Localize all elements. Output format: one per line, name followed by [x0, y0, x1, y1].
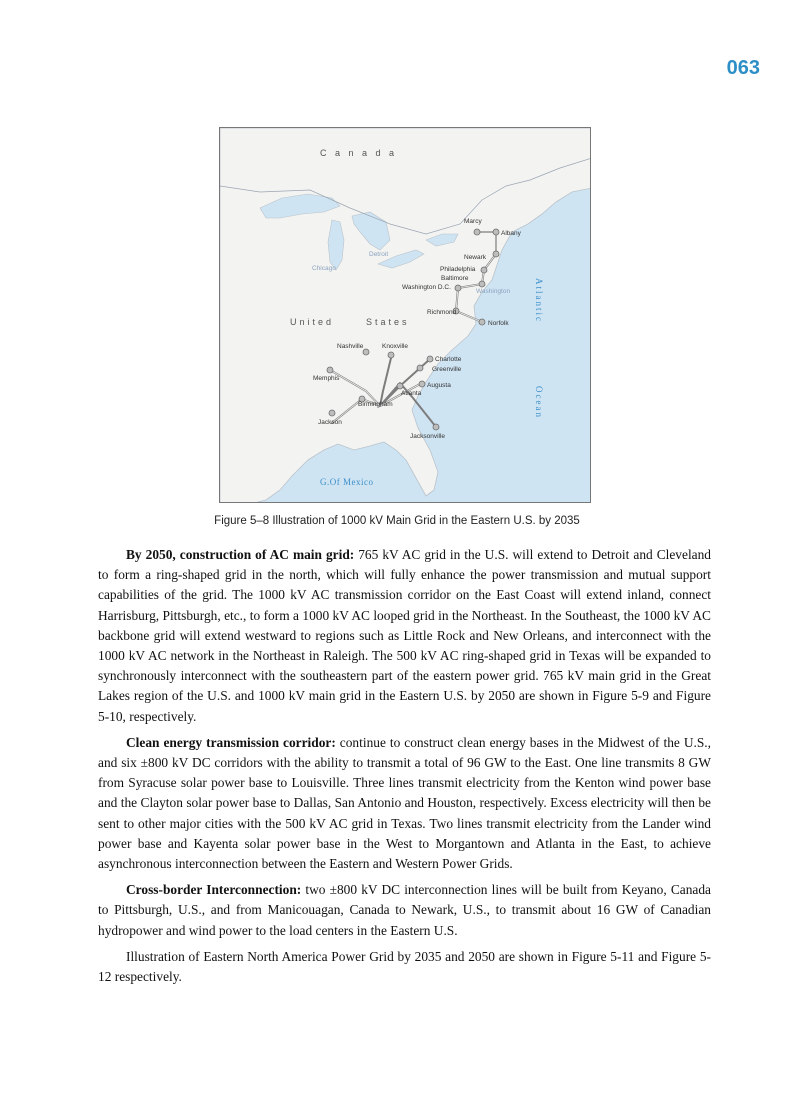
city-knoxville: Knoxville: [382, 343, 409, 350]
map-label-ocean: Ocean: [534, 386, 544, 419]
figure-caption: Figure 5–8 Illustration of 1000 kV Main Grid in the Eastern U.S. by 2035: [214, 515, 580, 527]
city-richmond: Richmond: [427, 309, 457, 316]
map-label-gulf: G.Of Mexico: [320, 477, 374, 487]
city-washington-dc: Washington D.C.: [402, 284, 451, 291]
page-number: 063: [726, 57, 760, 79]
city-albany: Albany: [501, 230, 521, 237]
paragraph-heading: By 2050, construction of AC main grid:: [126, 547, 355, 562]
paragraph-ac-main-grid: [98, 545, 711, 727]
map-label-washington-faint: Washington: [476, 288, 511, 295]
city-charlotte: Charlotte: [435, 356, 462, 363]
city-birmingham: Birmingham: [358, 401, 393, 408]
city-greenville: Greenville: [432, 366, 462, 373]
paragraph-cross-border: [98, 880, 711, 941]
map-label-atlantic: Atlantic: [534, 278, 544, 323]
paragraph-text: two ±800 kV DC interconnection lines will be built from Keyano, Canada to Pittsburgh, U.S., and from Manicouagan, Canada to Newark, U.S., to transmit about 16 GW of Canadian hydropower and wind power to the load centers in the Eastern U.S.: [98, 882, 711, 938]
map-label-states: States: [366, 317, 410, 327]
body-text: [98, 545, 711, 993]
paragraph-clean-energy: [98, 733, 711, 874]
grid-map-figure: [219, 127, 591, 503]
city-philadelphia: Philadelphia: [440, 266, 476, 273]
paragraph-text: continue to construct clean energy bases in the Midwest of the U.S., and six ±800 kV DC corridors with the ability to transmit a total of 96 GW to the East. One line transmits 8 GW from Syracuse solar power base to Louisville. Three lines transmit electricity from the Kenton wind power base and the Clayton solar power base to Dallas, San Antonio and Houston, respectively. Excess electricity will then be sent to other major cities with the 500 kV AC grid in Texas. Two lines transmit electricity from the Lander wind power base and Kayenta solar power base in the West to Morgantown and Atlanta in the East, to achieve asynchronous interconnection between the Eastern and Western Power Grids.: [98, 734, 711, 872]
paragraph-illustration-note: [98, 947, 711, 987]
city-memphis: Memphis: [313, 375, 340, 382]
city-marcy: Marcy: [464, 218, 482, 225]
map-label-chicago: Chicago: [312, 265, 336, 272]
city-jacksonville: Jacksonville: [410, 433, 446, 440]
paragraph-heading: Cross-border Interconnection:: [126, 882, 302, 898]
city-atlanta: Atlanta: [401, 390, 422, 397]
map-label-canada: C a n a d a: [320, 148, 398, 158]
paragraph-text: Illustration of Eastern North America Power Grid by 2035 and 2050 are shown in Figure 5-11 and Figure 5-12 respectively.: [98, 948, 711, 985]
city-jackson: Jackson: [318, 419, 342, 426]
city-newark: Newark: [464, 254, 487, 261]
paragraph-text: 765 kV AC grid in the U.S. will extend to Detroit and Cleveland to form a ring-shaped grid in the north, which will fully enhance the power transmission and mutual support capabilities of the grid. The 1000 kV AC transmission corridor on the East Coast will extend inland, connect Harrisburg, Pittsburgh, etc., to form a 1000 kV AC looped grid in the Northeast. In the Southeast, the 1000 kV AC backbone grid will extend westward to regions such as Little Rock and New Orleans, and interconnect with the 1000 kV AC network in the Northeast in Raleigh. The 500 kV AC ring-shaped grid in Texas will be expanded to synchronously interconnect with the southeastern part of the eastern power grid. 765 kV main grid in the Great Lakes region of the U.S. and 1000 kV main grid in the Eastern U.S. by 2050 are shown in Figure 5-9 and Figure 5-10, respectively.: [98, 547, 711, 724]
city-baltimore: Baltimore: [441, 275, 469, 282]
map-label-detroit: Detroit: [369, 251, 389, 258]
map-label-united: United: [290, 317, 335, 327]
eastern-us-map: [220, 128, 591, 503]
paragraph-heading: Clean energy transmission corridor:: [126, 734, 336, 750]
city-nashville: Nashville: [337, 343, 364, 350]
city-norfolk: Norfolk: [488, 320, 509, 327]
city-augusta: Augusta: [427, 382, 451, 389]
